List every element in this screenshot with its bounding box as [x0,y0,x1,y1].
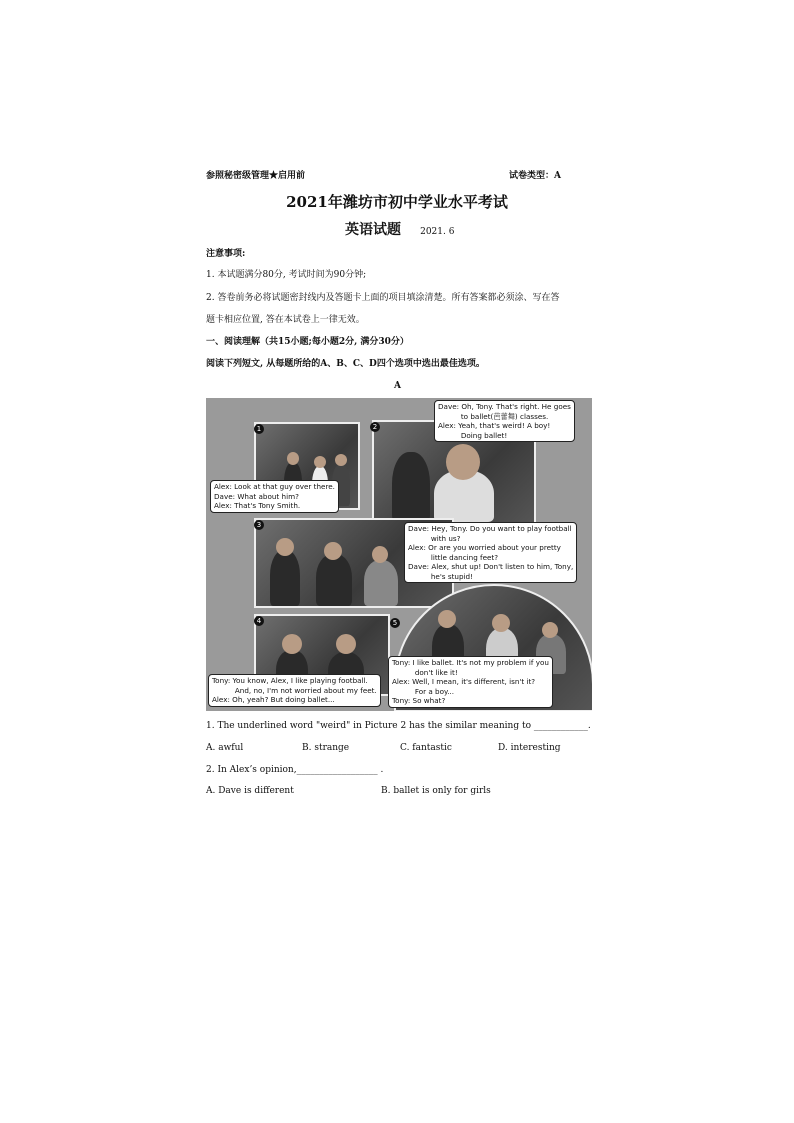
q2-option-a: A. Dave is different [206,786,294,796]
paper-type-label: 试卷类型：A [509,171,561,181]
subtitle-row [345,219,454,239]
panel-3-speech: Dave: Hey, Tony. Do you want to play football with us? Alex: Or are you worried about your pretty little dancing feet? Dave: Alex, shut up! Don't listen to him, Tony, he's stupid! [404,522,577,583]
notice-item-2a: 2. 答卷前务必将试题密封线内及答题卡上面的项目填涂清楚。所有答案都必须涂、写在答 [206,293,560,303]
q1-option-d: D. interesting [498,743,561,753]
q2-option-b: B. ballet is only for girls [381,786,491,796]
notice-item-2b: 题卡相应位置, 答在本试卷上一律无效。 [206,315,365,325]
panel-4-speech: Tony: You know, Alex, I like playing football. And, no, I'm not worried about my feet. Alex: Oh, yeah? But doing ballet... [208,674,381,707]
notice-item-1: 1. 本试题满分80分, 考试时间为90分钟; [206,270,367,280]
question-2: 2. In Alex’s opinion,__________________ . [206,765,384,775]
section-instruction: 阅读下列短文, 从每题所给的A、B、C、D四个选项中选出最佳选项。 [206,359,485,369]
exam-date: 2021. 6 [420,227,455,237]
question-1: 1. The underlined word "weird" in Picture 2 has the similar meaning to ____________. [206,721,591,731]
q1-option-c: C. fantastic [400,743,452,753]
exam-title: 2021年潍坊市初中学业水平考试 [286,193,508,211]
notice-heading: 注意事项: [206,249,246,259]
panel-3-number: 3 [254,520,264,530]
q1-option-a: A. awful [206,743,244,753]
panel-2-speech: Dave: Oh, Tony. That's right. He goes to ballet(芭蕾舞) classes. Alex: Yeah, that's weird! A boy! Doing ballet! [434,400,575,442]
section-heading: 一、阅读理解（共15小题;每小题2分, 满分30分） [206,337,409,347]
confidential-label: 参照秘密级管理★启用前 [206,171,306,181]
panel-1-number: 1 [254,424,264,434]
exam-subtitle: 英语试题 [345,222,401,238]
panel-1-speech: Alex: Look at that guy over there. Dave: What about him? Alex: That's Tony Smith. [210,480,339,513]
panel-5-speech: Tony: I like ballet. It's not my problem if you don't like it! Alex: Well, I mean, it's different, isn't it? For a boy... Tony: So what? [388,656,553,708]
panel-5-number: 5 [390,618,400,628]
comic-strip [206,398,592,711]
panel-2-number: 2 [370,422,380,432]
q1-option-b: B. strange [302,743,350,753]
passage-label: A [394,381,401,391]
panel-4-number: 4 [254,616,264,626]
